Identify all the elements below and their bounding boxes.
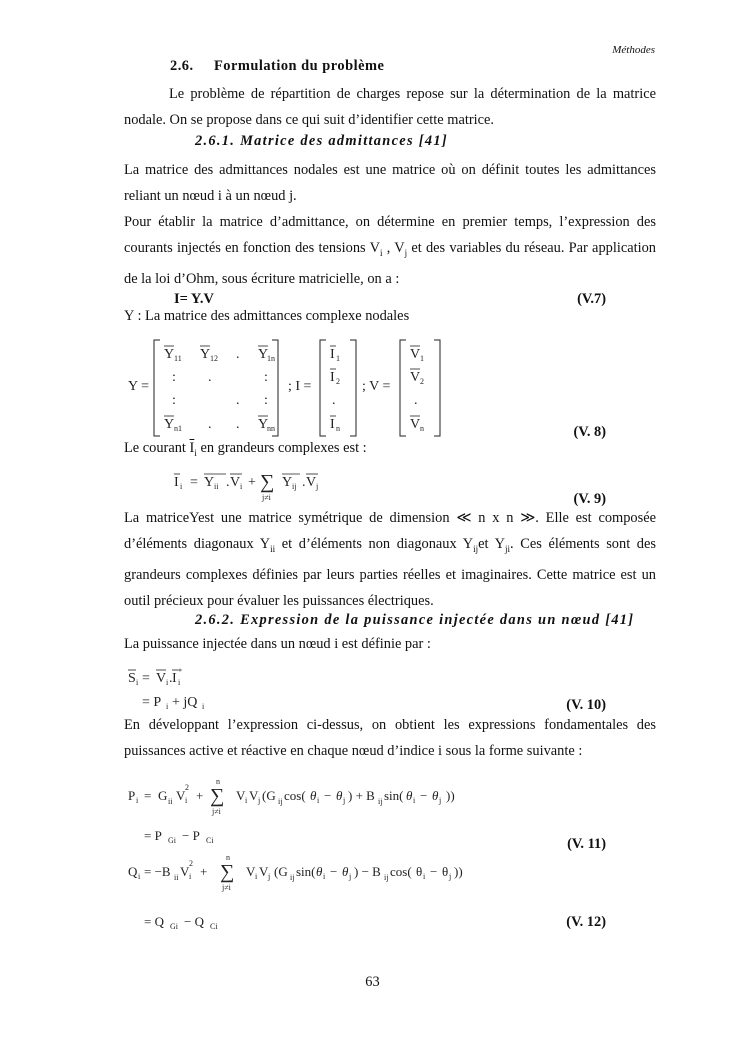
running-header: Méthodes [612,44,655,56]
svg-text:j: j [268,872,271,881]
svg-text:ij: ij [290,873,295,882]
svg-text:ij: ij [384,873,389,882]
page-number: 63 [365,974,380,990]
svg-text:Y: Y [164,417,175,432]
svg-text:j≠i: j≠i [212,807,221,816]
svg-text:) − B: ) − B [354,864,381,879]
paragraph-admittance: La matrice des admittances nodales est une matrice où on définit toutes les admittances reliant un nœud i à un nœud j. [124,162,656,204]
svg-text:Y =: Y = [128,379,149,394]
svg-text:n: n [336,424,340,433]
svg-text:cos(: cos( [390,864,412,879]
matrix-equation-v8 [124,336,454,440]
equation-number-v12: (V. 12) [566,914,606,930]
svg-text:j: j [258,796,261,805]
svg-text:+: + [248,475,256,490]
svg-text:ij: ij [292,482,297,491]
svg-text:.: . [226,475,230,490]
svg-text:) + B: ) + B [348,788,375,803]
svg-text:=: = [190,475,198,490]
svg-text:V: V [230,475,241,490]
subsection-heading-2: 2.6.2. Expression de la puissance injectée dans un nœud [41] [195,612,635,628]
svg-text:θ: θ [406,788,413,803]
svg-text:.: . [236,347,240,362]
svg-text:j: j [449,872,452,881]
svg-text:i: i [202,702,205,711]
svg-text:Y: Y [282,475,293,490]
svg-text:2: 2 [185,783,189,792]
equation-number-v7: (V.7) [577,291,606,307]
svg-text:V: V [176,788,186,803]
equation-v7: I= Y.V [174,291,214,307]
svg-text:i: i [136,796,139,805]
svg-text::: : [172,370,176,385]
equation-v12 [124,852,484,932]
svg-text:j: j [349,872,352,881]
svg-text:i: i [166,702,169,711]
svg-text:(G: (G [262,788,276,803]
svg-text:)): )) [446,788,455,803]
svg-text:G: G [158,788,168,803]
svg-text:ii: ii [168,797,173,806]
equation-number-v9: (V. 9) [573,491,606,507]
svg-text:V: V [156,671,167,686]
svg-text:= P: = P [144,828,162,843]
svg-text:.: . [302,475,306,490]
svg-text:= −B: = −B [144,864,171,879]
paragraph-expressions: En développant l’expression ci-dessus, on obtient les expressions fondamentales des puissances active et réactive en chaque nœud d’indice i sous la forme suivante : [124,717,656,759]
svg-text:i: i [178,678,181,687]
svg-text:Y: Y [204,475,215,490]
svg-text::: : [264,393,268,408]
svg-text:V: V [410,417,421,432]
svg-text:θ: θ [342,864,349,879]
svg-text:I: I [330,417,335,432]
equation-v9 [172,466,352,502]
svg-text:θ: θ [316,864,323,879]
intro-paragraph: Le problème de répartition de charges repose sur la détermination de la matrice nodale. On se propose dans ce qui suit d’identifier cette matrice. [124,86,656,128]
svg-text:Y: Y [164,347,175,362]
svg-text:1n: 1n [267,354,275,363]
svg-text:+ jQ: + jQ [172,695,198,710]
svg-text:.: . [236,417,240,432]
svg-text:.: . [236,393,240,408]
svg-text:sin(: sin( [296,864,316,879]
svg-text:i: i [138,872,141,881]
svg-text:.: . [208,417,212,432]
svg-text:S: S [128,671,136,686]
svg-text:Gi: Gi [168,836,176,845]
svg-text:; I =: ; I = [288,379,312,394]
svg-text:=: = [144,788,152,803]
equation-v10 [124,664,244,714]
svg-text:+: + [200,864,208,879]
svg-text:I: I [174,475,179,490]
svg-text:i: i [185,796,188,805]
svg-text:ii: ii [214,482,219,491]
section-heading [170,58,384,75]
svg-text:I: I [330,370,335,385]
svg-text:Y: Y [258,347,269,362]
svg-text:sin(: sin( [384,788,404,803]
svg-text:i: i [136,678,139,687]
svg-text:θ: θ [336,788,343,803]
svg-text:j: j [439,796,442,805]
equation-number-v10: (V. 10) [566,697,606,713]
svg-text:i: i [240,482,243,491]
svg-text:V: V [236,788,246,803]
svg-text:2: 2 [420,377,424,386]
svg-text:ij: ij [378,797,383,806]
svg-text:+: + [196,788,204,803]
svg-text:.: . [169,671,173,686]
svg-text:n: n [216,777,220,786]
svg-text:Y: Y [258,417,269,432]
svg-text:ij: ij [278,797,283,806]
svg-text:θ: θ [432,788,439,803]
svg-text:.: . [414,393,418,408]
svg-text:V: V [259,864,269,879]
svg-text:Gi: Gi [170,922,178,931]
svg-text:I: I [330,347,335,362]
svg-text:2: 2 [336,377,340,386]
svg-text:n: n [226,853,230,862]
svg-text:P: P [128,788,136,803]
svg-text:−: − [324,788,332,803]
svg-text:11: 11 [174,354,182,363]
svg-text:−: − [430,864,438,879]
power-definition: La puissance injectée dans un nœud i est définie par : [124,636,431,652]
svg-text:Ci: Ci [210,922,218,931]
svg-text:j≠i: j≠i [262,493,271,502]
svg-text:i: i [423,872,426,881]
svg-text::: : [264,370,268,385]
svg-text:− P: − P [182,828,200,843]
svg-text:ii: ii [174,873,179,882]
svg-text:V: V [410,370,421,385]
svg-text:)): )) [454,864,463,879]
svg-text:V: V [410,347,421,362]
svg-text:θ: θ [310,788,317,803]
svg-text:V: V [180,864,190,879]
svg-text:j: j [316,482,319,491]
paragraph-symmetric: La matriceYest une matrice symétrique de dimension ≪ n x n ≫. Elle est composée d’éléments diagonaux $Y_{ii}$ et d’éléments non diagonaux $Y_{ij}et$ $Y_{ji}$. Ces éléments sont des grandeurs complexes définies par leurs parties réelles et imaginaires. Cette matrice est un outil précieux pour évaluer les puissances électriques. [124,510,656,609]
svg-text:j≠i: j≠i [222,883,231,892]
svg-text:j: j [343,796,346,805]
svg-text:∑: ∑ [210,785,225,807]
svg-text:θ: θ [416,864,423,879]
svg-text:1: 1 [420,354,424,363]
svg-text:i: i [189,872,192,881]
svg-text:=: = [142,671,150,686]
svg-text:i: i [166,678,169,687]
svg-text:12: 12 [210,354,218,363]
svg-text:.: . [208,370,212,385]
svg-text:V: V [246,864,256,879]
svg-text:n: n [420,424,424,433]
svg-text:i: i [413,796,416,805]
svg-text:i: i [255,872,258,881]
svg-text:n1: n1 [174,424,182,433]
svg-text:V: V [249,788,259,803]
svg-text:i: i [323,872,326,881]
svg-text:1: 1 [336,354,340,363]
equation-v11 [124,776,484,846]
paragraph-currents: Pour établir la matrice d’admittance, on détermine en premier temps, l’expression des courants injectés en fonction des tensions $V_i$ , $V_j$ et des variables du réseau. Par application de la loi d’Ohm, sous écriture matricielle, on a : [124,214,656,287]
svg-text:I: I [172,671,177,686]
svg-text::: : [172,393,176,408]
svg-text:θ: θ [442,864,449,879]
equation-number-v11: (V. 11) [567,836,606,852]
svg-text:Q: Q [128,864,138,879]
svg-text:−: − [330,864,338,879]
current-text: Le courant $\overline{I}_i$ en grandeurs complexes est : [124,440,367,458]
svg-text:i: i [245,796,248,805]
section-title: Formulation du problème [214,58,385,74]
y-definition: Y : La matrice des admittances complexe nodales [124,308,410,324]
svg-text:nn: nn [267,424,275,433]
svg-text:= P: = P [142,695,162,710]
svg-text:= Q: = Q [144,914,164,929]
svg-text:*: * [178,667,182,676]
svg-text:∑: ∑ [220,861,235,883]
svg-text:i: i [317,796,320,805]
svg-text:Ci: Ci [206,836,214,845]
svg-text:Y: Y [200,347,211,362]
svg-text:−: − [420,788,428,803]
svg-text:.: . [332,393,336,408]
subsection-heading-1: 2.6.1. Matrice des admittances [41] [195,133,448,149]
svg-text:; V =: ; V = [362,379,391,394]
equation-number-v8: (V. 8) [573,424,606,440]
svg-text:(G: (G [274,864,288,879]
svg-text:cos(: cos( [284,788,306,803]
svg-text:∑: ∑ [260,471,275,493]
svg-text:− Q: − Q [184,914,204,929]
section-number: 2.6. [170,58,194,74]
svg-text:V: V [306,475,317,490]
svg-text:2: 2 [189,859,193,868]
svg-text:i: i [180,482,183,491]
